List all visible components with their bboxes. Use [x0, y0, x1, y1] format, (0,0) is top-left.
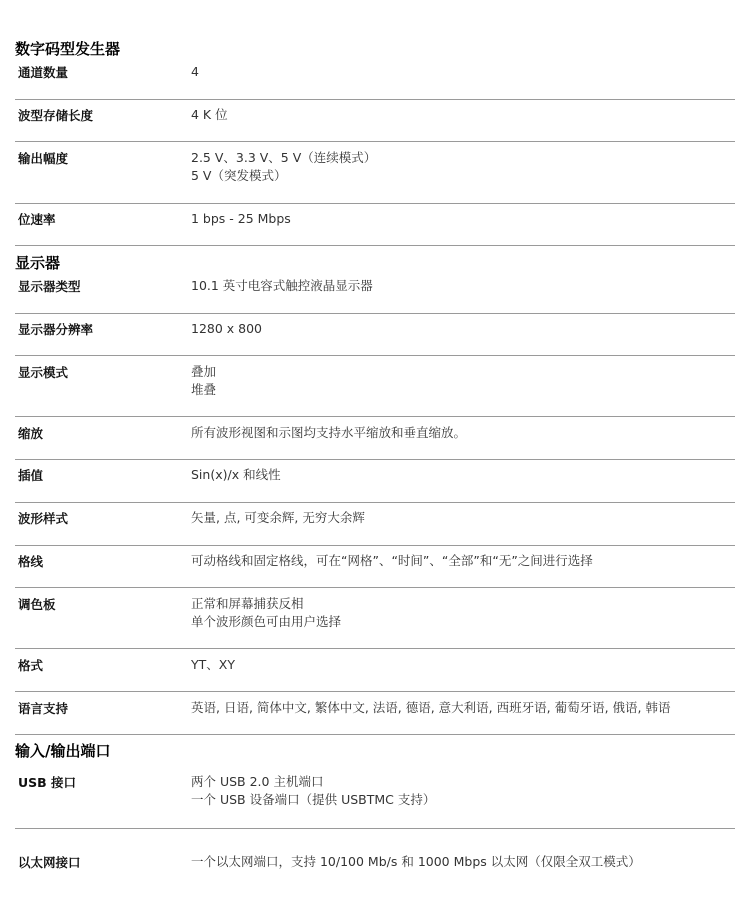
row-divider: [15, 691, 735, 692]
row-divider: [15, 416, 735, 417]
row-divider: [15, 245, 735, 246]
spec-label: 波型存储长度: [18, 108, 94, 123]
row-divider: [15, 587, 735, 588]
spec-label: 格式: [18, 658, 44, 673]
section-title-io-ports: 输入/输出端口: [15, 742, 111, 760]
row-divider: [15, 203, 735, 204]
spec-value: 一个以太网端口，支持 10/100 Mb/s 和 1000 Mbps 以太网（仅限全双工模式）: [191, 854, 641, 869]
spec-label: 波形样式: [18, 511, 69, 526]
spec-value: 英语, 日语, 简体中文, 繁体中文, 法语, 德语, 意大利语, 西班牙语, 葡萄牙语, 俄语, 韩语: [191, 700, 671, 715]
spec-label: 显示模式: [18, 365, 69, 380]
spec-value: 2.5 V、3.3 V、5 V（连续模式） 5 V（突发模式）: [191, 150, 377, 183]
row-divider: [15, 141, 735, 142]
spec-label: 显示器类型: [18, 279, 81, 294]
spec-label: 通道数量: [18, 65, 69, 80]
spec-label: 显示器分辨率: [18, 322, 94, 337]
spec-value: 两个 USB 2.0 主机端口 一个 USB 设备端口（提供 USBTMC 支持）: [191, 774, 436, 807]
spec-label: 语言支持: [18, 701, 69, 716]
row-divider: [15, 648, 735, 649]
spec-label: 缩放: [18, 426, 44, 441]
spec-value: 可动格线和固定格线，可在“网格”、“时间”、“全部”和“无”之间进行选择: [191, 553, 593, 568]
spec-label: 输出幅度: [18, 151, 69, 166]
spec-value: 1280 x 800: [191, 321, 263, 336]
spec-value: 矢量, 点, 可变余辉, 无穷大余辉: [191, 510, 365, 525]
spec-value: Sin(x)/x 和线性: [191, 467, 281, 482]
spec-value: 所有波形视图和示图均支持水平缩放和垂直缩放。: [191, 425, 467, 440]
spec-value: 叠加 堆叠: [191, 364, 217, 397]
spec-value: 4 K 位: [191, 107, 228, 122]
spec-label: 调色板: [18, 597, 56, 612]
row-divider: [15, 99, 735, 100]
row-divider: [15, 502, 735, 503]
spec-value: 10.1 英寸电容式触控液晶显示器: [191, 278, 373, 293]
row-divider: [15, 313, 735, 314]
section-title-pattern-generator: 数字码型发生器: [15, 40, 121, 58]
spec-label: 以太网接口: [18, 855, 81, 870]
spec-value: 正常和屏幕捕获反相 单个波形颜色可由用户选择: [191, 596, 342, 629]
section-title-display: 显示器: [15, 254, 61, 272]
row-divider: [15, 734, 735, 735]
spec-label: 格线: [18, 554, 44, 569]
spec-value: 4: [191, 64, 199, 79]
spec-value: YT、XY: [191, 657, 235, 672]
row-divider: [15, 828, 735, 829]
row-divider: [15, 545, 735, 546]
spec-label: USB 接口: [18, 775, 77, 790]
spec-label: 位速率: [18, 212, 56, 227]
row-divider: [15, 355, 735, 356]
row-divider: [15, 459, 735, 460]
spec-value: 1 bps - 25 Mbps: [191, 211, 291, 226]
spec-label: 插值: [18, 468, 44, 483]
